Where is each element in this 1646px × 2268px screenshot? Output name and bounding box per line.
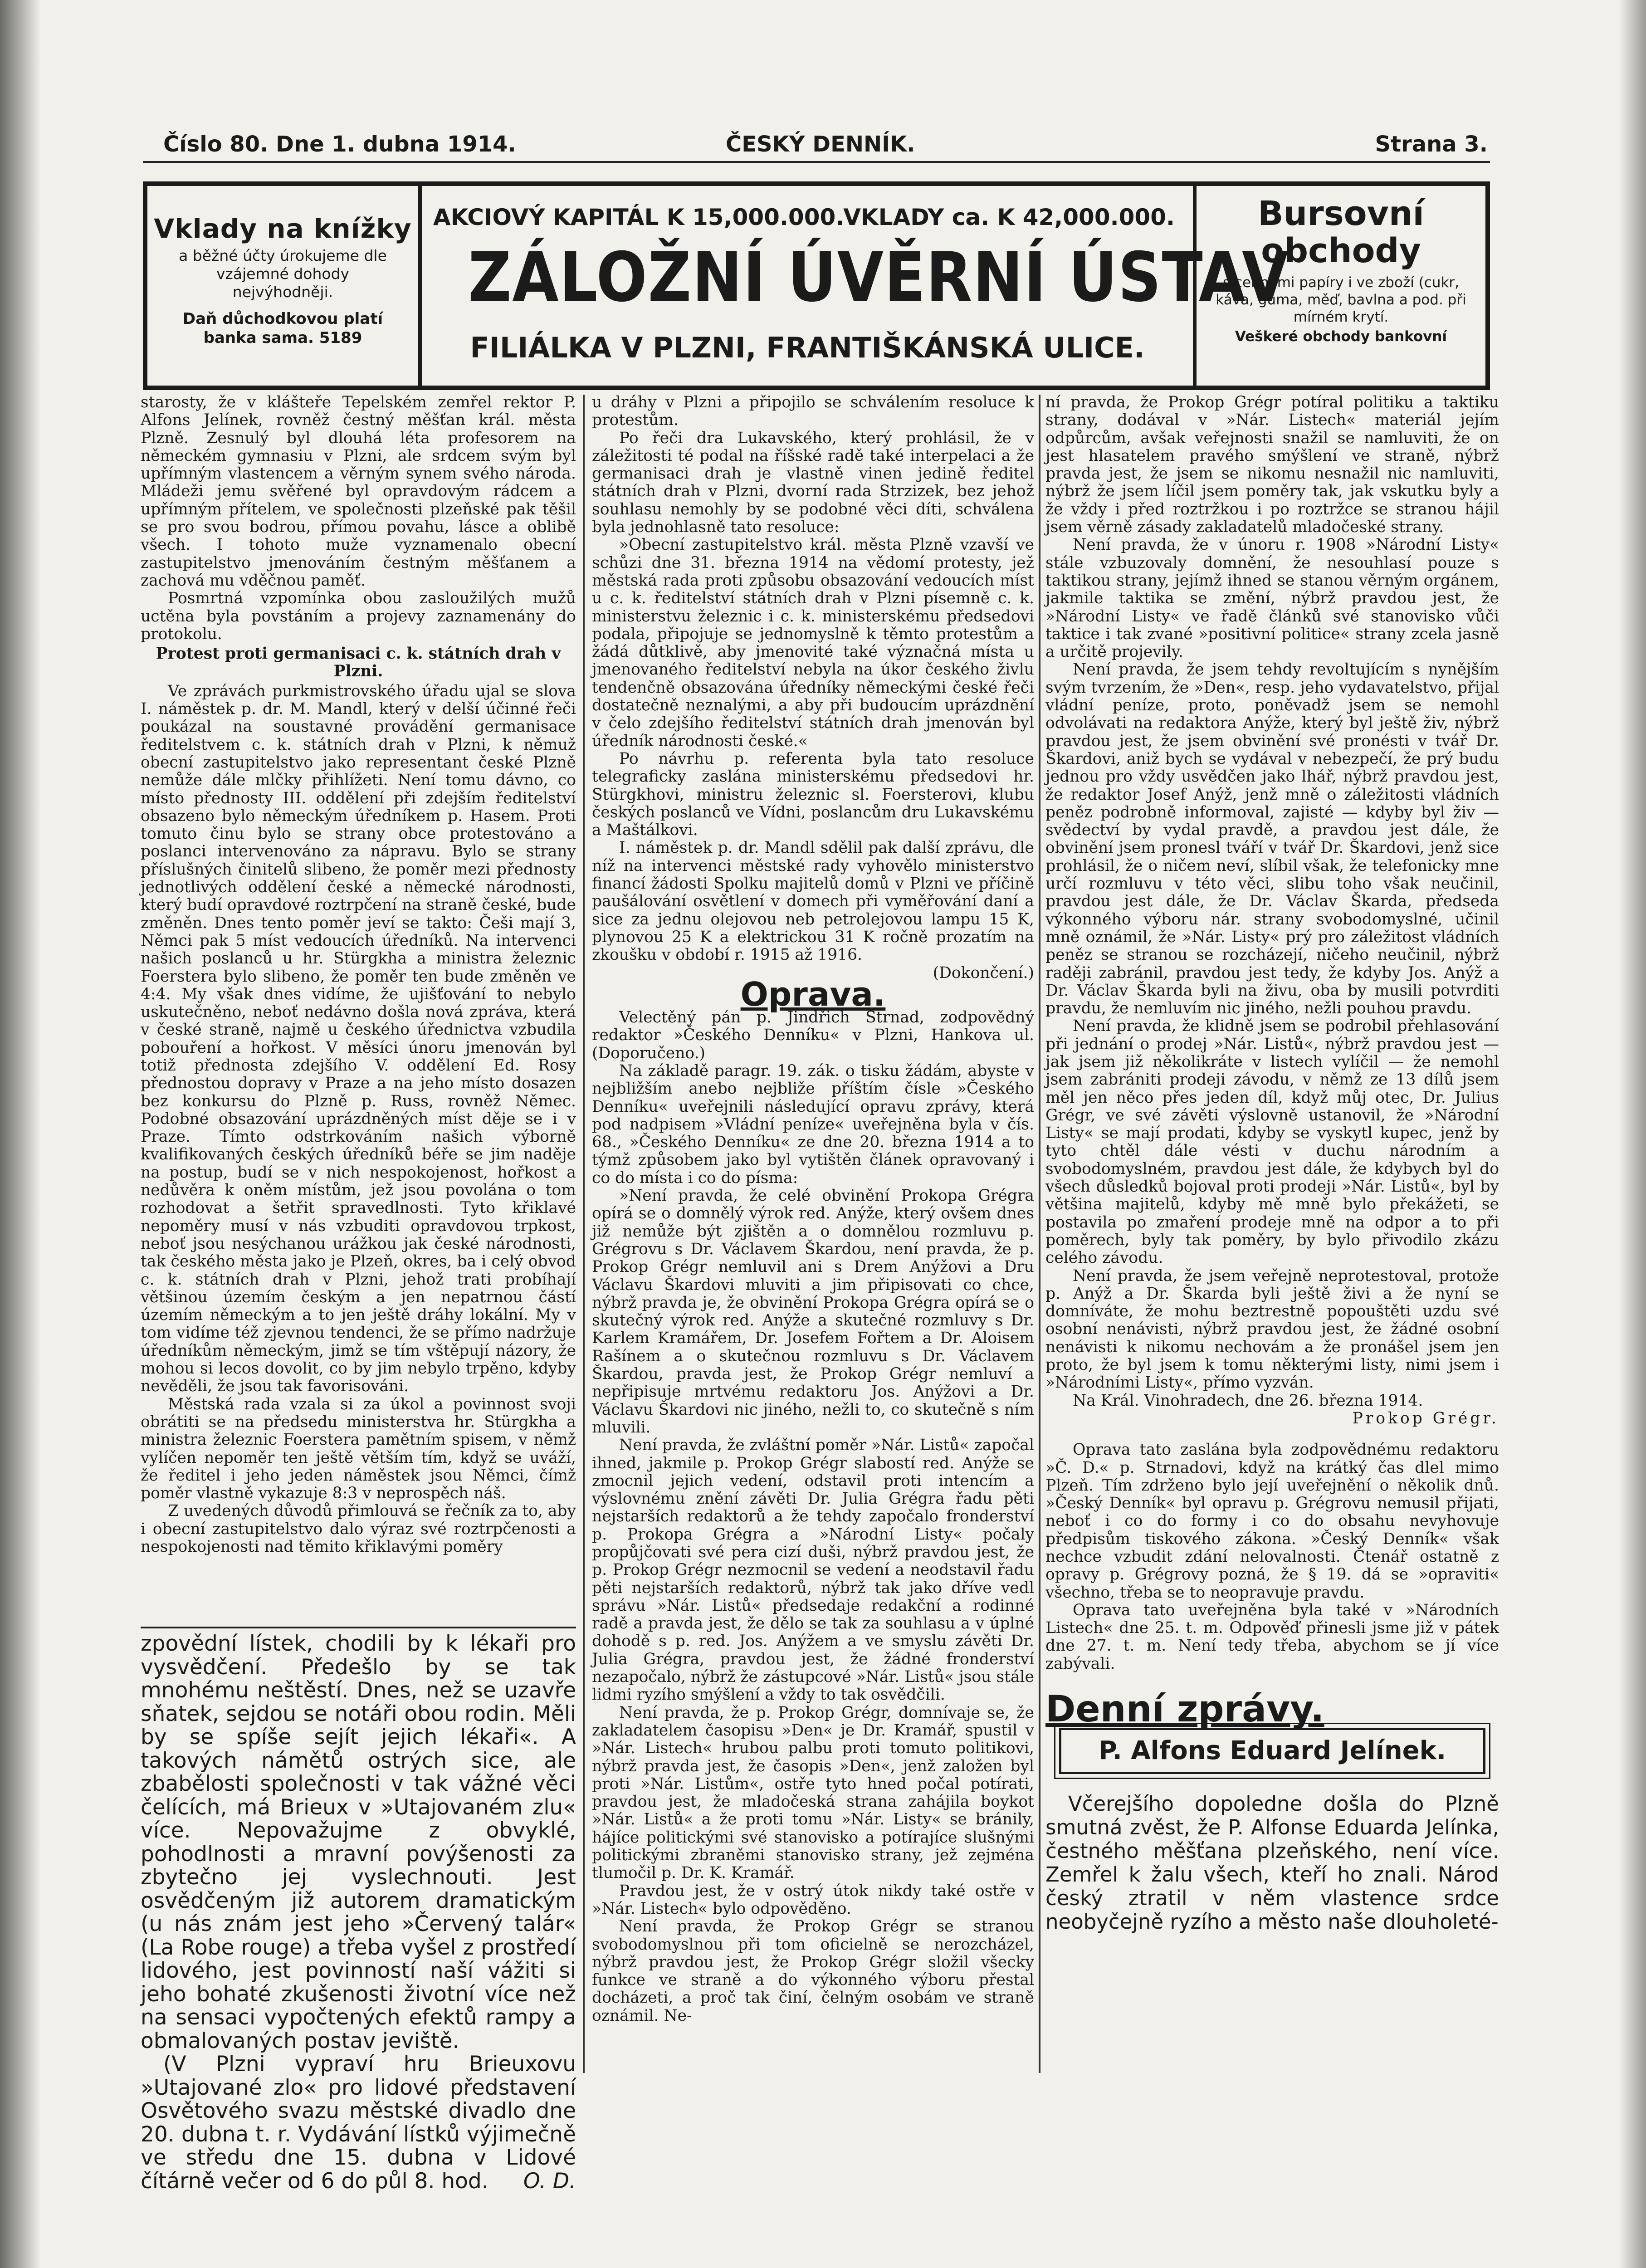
paragraph: Po řeči dra Lukavského, který prohlásil, že v záležitosti té podal na říšské radě také interpelaci a že germanisaci drah je vlastně vinen jedině ředitel státních drah v Plzni, dvorní rada Strzizek, bez jehož souhlasu nemohly by se podobné věci díti, schválena byla jednohlasně tato resoluce: [592, 429, 1034, 537]
feuilleton-rule [141, 1627, 576, 1628]
paragraph: Není pravda, že Prokop Grégr se stranou svobodomyslnou při tom oficielně se nerozcházel, nýbrž pravdou jest, že Prokop Grégr složil všecky funkce ve straně a do výkonného výboru přestal docházeti, a proč tak činí, čelným osobám ve straně oznámil. Ne- [592, 1917, 1034, 2025]
paragraph [141, 2053, 576, 2193]
paragraph: Není pravda, že klidně jsem se podrobil přehlasování při jednání o prodej »Nár. Listů«, nýbrž pravdou jest — jak jsem již několikráte v listech vylíčil — že nemohl jsem zabrániti prodeji závodu, v němž ze 13 dílů jsem měl jen něco přes jeden díl, když můj otec, Dr. Julius Grégr, ve své závěti výslovně ustanovil, že »Národní Listy« se mají prodati, kdyby se vyskytl kupec, jenž by tyto chtěl dále vésti v duchu národním a svobodomyslném, pravdou jest dále, že kdybych byl do všech důsledků bojoval proti prodeji »Nár. Listů«, byl by většina majitelů, kdyby mě mně bylo překážeti, se postavila po zmaření prodeje mně na odpor a to při poměrech, byly tak poměry, by bylo přivodilo zkázu celého závodu. [1045, 1017, 1499, 1267]
paragraph: Není pravda, že jsem tehdy revoltujícím s nynějším svým tvrzením, že »Den«, resp. jeho vydavatelstvo, přijal vládní peníze, proto, poněvadž jsem se nemohl odvolávati na redaktora Anýže, který byl ještě živ, nýbrž pravdou jest, že jsem obvinění své pronésti v tvář Dr. Škardovi, aniž bych se vydával v nebezpečí, že prý budu jednou pro vždy usvědčen jako lhář, nýbrž pravdou jest, že redaktor Josef Anýž, jenž mně o záležitosti vládních peněz podrobně informoval, zajisté — kdyby byl živ — svědectví by vydal pravdě, a pravdou jest dále, že obvinění jsem pronesl tváří v tvář Dr. Škardovi, jenž sice prohlásil, že o ničem neví, slíbil však, že telefonicky mne určí rozmluvu v této věci, slibu toho však neučinil, pravdou jest dále, že Dr. Václav Škarda, předseda výkonného výboru nár. strany svobodomyslné, učinil mně oznámil, že »Nár. Listy« prý pro záležitost vládních peněz se stranou se rozcházejí, ničeho neučinil, nýbrž raději zabránil, pravdou jest tedy, že kdyby Jos. Anýž a Dr. Václav Škarda byli na živu, oba by musili potvrditi pravdu, že nemluvím nic jiného, nežli pouhou pravdu. [1045, 660, 1499, 1018]
paragraph: Oprava tato zaslána byla zodpovědnému redaktoru »Č. D.« p. Strnadovi, když na krátký čas dlel mimo Plzeň. Tím zdrženo bylo její uveřejnění o několik dnů. »Český Denník« byl opravu p. Grégrovu nemusil přijati, neboť i co do formy i co do obsahu nevyhovuje předpisům tiskového zákona. »Český Denník« však nechce vzbudit zdání nelovalnosti. Čtenář ostatně z opravy p. Grégrovy pozná, že § 19. dá se »opraviti« všechno, třeba se to neopravuje pravdu. [1045, 1441, 1499, 1602]
paragraph: Není pravda, že v únoru r. 1908 »Národní Listy« stále vzbuzovaly domnění, že nesouhlasí pouze s taktikou strany, jejímž ihned se stanou věrným orgánem, jakmile taktika se změní, nýbrž pravdou jest, že »Národní Listy« ve řadě článků své stanovisko vůči taktice i tak zvané »positivní politice« strany zcela jasně a určitě projevily. [1045, 536, 1499, 661]
daily-news-heading: Denní zprávy. [1045, 1688, 1324, 1730]
ad-deposits: VKLADY ca. K 42,000.000. [843, 204, 1175, 230]
page-shadow-left [0, 0, 41, 2268]
column-2 [592, 394, 1034, 2025]
ad-left-body: a běžné účty úrokujeme dle vzájemné dohody nejvýhodněji. [179, 247, 387, 301]
column-1 [141, 394, 576, 1556]
paragraph: starosty, že v klášteře Tepelském zemřel rektor P. Alfons Jelínek, rovněž čestný měšťan král. města Plzně. Zesnulý byl dlouhá léta profesorem na německém gymnasiu v Plzni, ale srdcem svým byl upřímným vlastencem a věrným synem svého národa. Mládeži jemu svěřené byl opravdovým rádcem a upřímným přítelem, ve společnosti plzeňské pak těšil se pro svou bodrou, přímou povahu, lásce a oblibě všech. I tohoto muže vyznamenalo obecní zastupitelstvo jmenováním čestným měšťanem a zachová mu vděčnou paměť. [141, 393, 576, 590]
paragraph: Včerejšího dopoledne došla do Plzně smutná zvěst, že P. Alfonse Eduarda Jelínka, čestného měšťana plzeňského, není více. Zemřel k žalu všech, kteří ho znali. Národ český ztratil v něm vlastence srdce neobyčejně ryzího a město naše dlouholeté- [1045, 1791, 1499, 1934]
correction-heading: Oprava. [740, 975, 886, 1013]
bank-advertisement [143, 181, 1490, 390]
paragraph: zpovědní lístek, chodili by k lékaři pro vysvědčení. Předešlo by se tak mnohému neštěstí. Dnes, než se uzavře sňatek, sejdou se notáři obou rodin. Měli by se spíše sejít jejich lékaři«. A takových námětů ostrých sice, ale zbabělosti společnosti v tak vážné věci čelících, má Brieux v »Utajovaném zlu« více. Nepovažujme z obvyklé, pohodlnosti a mravní povýšenosti za zbytečno jej vyslechnouti. Jest osvědčeným již autorem dramatickým (u nás znám jest jeho »Červený talár« (La Robe rouge) a třeba vyšel z prostředí lidového, jest povinností naší vážiti si jeho bohaté zkušenosti životní více než na sensaci vypočtených efektů rampy a obmalovaných postav jeviště. [141, 1631, 576, 2053]
header-rule [143, 161, 1490, 163]
paragraph: Na Král. Vinohradech, dne 26. března 1914. [1073, 1391, 1423, 1410]
issue-date: Číslo 80. Dne 1. dubna 1914. [163, 132, 516, 157]
paragraph: »Obecní zastupitelstvo král. města Plzně vzavší ve schůzi dne 31. března 1914 na vědomí protesty, jež městská rada proti způsobu obsazování vedoucích míst u c. k. ředitelství státních drah v Plzni písemně c. k. ministerstvu železnic i c. k. ministerskému předsedovi podala, připojuje se jednomyslně k těmto protestům a žádá důtklivě, aby jmenovité také význačná místa u jmenovaného ředitelství nebyla na úkor českého živlu tendenčně obsazována úředníky německými české řeči dostatečně neznalými, a aby při budoucím uprázdnění v čelo zdejšího ředitelství státních drah jmenován byl úředník národnosti české.« [592, 536, 1034, 750]
paragraph: ní pravda, že Prokop Grégr potíral politiku a taktiku strany, dodával v »Nár. Listech« materiál jejím odpůrcům, avšak veřejnosti snažil se namluviti, že on jest hlasatelem pravého smýšlení ve straně, nýbrž pravda jest, že jsem se nikomu nesnažil nic namluviti, nýbrž že jsem líčil jsem poměry tak, jak vskutku byly a že vždy i před roztržkou i po roztržce se stranou hájil jsem věrně zásady zakladatelů mladočeské strany. [1045, 393, 1499, 537]
paragraph: Posmrtná vzpomínka obou zasloužilých mužů uctěna byla povstáním a projevy zaznamenány do protokolu. [141, 589, 576, 643]
ad-right-tail: Veškeré obchody bankovní [1235, 328, 1447, 345]
paragraph-text: (V Plzni vypraví hru Brieuxovu »Utajované zlo« pro lidové představení Osvětového svazu městské divadlo dne 20. dubna t. r. Vydávání lístků výjimečně ve středu dne 15. dubna v Lidové čítárně večer od 6 do půl 8. hod. [141, 2052, 576, 2194]
obituary-title-box [1059, 1728, 1485, 1774]
column-rule-2 [1039, 395, 1040, 2073]
obituary-title: P. Alfons Eduard Jelínek. [1098, 1736, 1446, 1766]
paragraph: Není pravda, že jsem veřejně neprotestoval, protože p. Anýž a Dr. Škarda byli ještě živi a že nyní se domníváte, že mohu beztrestně popouštěti uzdu své osobní nenávisti, nýbrž pravdou jest, že žádné osobní nenávisti k nikomu nechovám a že pronášel jsem jen proto, že byl jsem k tomu některými listy, nimi jsem i »Národními Listy«, přímo vyzván. [1045, 1266, 1499, 1392]
ad-left-tax: Daň důchodkovou platí banka sama. 5189 [182, 310, 383, 347]
paragraph: u dráhy v Plzni a připojilo se schválením resoluce k protestům. [592, 393, 1034, 430]
paragraph: Není pravda, že zvláštní poměr »Nár. Listů« započal ihned, jakmile p. Prokop Grégr slabostí red. Anýže se zmocnil jejich vedení, odstavil proti intencím a výslovnému znění závěti Dr. Julia Grégra řadu pěti nejstarších redaktorů a že tehdy započalo fronderství p. Prokopa Grégra a »Národní Listy« počaly propůjčovati své pera cizí duši, nýbrž pravdou jest, že p. Prokop Grégr nezmocnil se vedení a neodstavil řadu pěti nejstarších redaktorů, nýbrž tak jako dříve vedl správu »Nár. Listů« předsedaje redakční a rodinné radě a pravda jest, že dělo se tak za souhlasu a v úplné dohodě s p. red. Jos. Anýžem a ve smyslu závěti Dr. Julia Grégra, pravdou jest, že žádné fronderství nezapočalo, nýbrž že zástupcové »Nár. Listů« jsou stále lidmi ryzího smýšlení a vždy to tak osvědčili. [592, 1436, 1034, 1704]
obituary [1045, 1792, 1499, 1934]
paragraph: Není pravda, že p. Prokop Grégr, domnívaje se, že zakladatelem časopisu »Den« je Dr. Kramář, spustil v »Nár. Listech« hrubou palbu proti tomuto politikovi, nýbrž pravda jest, že časopis »Den«, jenž založen byl proti »Nár. Listům«, ostře tyto hned počal potírati, pravdou jest, že mladočeská strana zahájila boykot »Nár. Listů« a že proti tomu »Nár. Listy« se bránily, hájíce politickými své stanovisko a potírajíce slušnými politickými zbraněmi stanovisko strany, jež zejména tlumočil p. Dr. K. Kramář. [592, 1703, 1034, 1882]
paragraph: Ve zprávách purkmistrovského úřadu ujal se slova I. náměstek p. dr. M. Mandl, který v delší účinné řeči poukázal na soustavné provádění germanisace ředitelstvem c. k. státních drah v Plzni, k němuž obecní zastupitelstvo jako representant české Plzně nemůže dále mlčky přihlížeti. Není tomu dávno, co místo přednosty III. oddělení při zdejším ředitelství obsazeno bylo německým úředníkem p. Hasem. Proti tomuto činu bylo se strany obce protestováno a poslanci intervenováno za nápravu. Bylo se strany příslušných činitelů slibeno, že poměr mezi přednosty jednotlivých oddělení české a německé národnosti, který budí opravdové roztrpčení na straně české, bude změněn. Dnes tento poměr jeví se takto: Češi mají 3, Němci pak 5 míst vedoucích úředníků. Na intervenci našich poslanců u hr. Stürgkha a ministra železnic Foerstera bylo slibeno, že poměr ten bude změněn ve 4:4. My však dnes vidíme, že ujišťování to nebylo uskutečněno, neboť nedávno došla nová zpráva, která v české straně, najmě u českého úřednictva vzbudila pobouření a hořkost. V měsíci únoru jmenován byl totiž přednosta zdejšího V. oddělení Ed. Rosy přednostou dopravy v Praze a na jeho místo dosazen bez konkursu do Plzně p. Russ, rovněž Němec. Podobné obsazování uprázdněných míst děje se i v Praze. Tímto odstrkováním našich výborně kvalifikovaných českých úředníků béře se jim naděje na postup, budí se v nich nespokojenost, hořkost a nedůvěra k oněm místům, jež jsou povolána o tom rozhodovat a šetřit spravedlnosti. Tyto křiklavé nepoměry musí v nás vzbuditi opravdovou trpkost, neboť jsou nesýchanou urážkou jak české národnosti, tak českého města jako je Plzeň, okres, ba i celý obvod c. k. státních drah v Plzni, jehož trati probíhají většinou územím českým a jen nepatrnou částí územím německým a to jen ještě dráhy lokální. My v tom vidíme též zjevnou tendenci, že se přímo nadržuje úředníkům německým, jimž se tím vštěpují názory, že mohou si lecos dovolit, co by jim nebylo trpěno, kdyby nevěděli, že jsou tak favorisováni. [141, 682, 576, 1396]
page-shadow-right [1619, 0, 1646, 2268]
paragraph: Po návrhu p. referenta byla tato resoluce telegraficky zaslána ministerskému předsedovi hr. Stürgkhovi, ministru železnic sl. Foersterovi, klubu českých poslanců ve Vídni, poslancům dru Lukavskému a Maštálkovi. [592, 749, 1034, 840]
ad-bank-name: ZÁLOŽNÍ ÚVĚRNÍ ÚSTAV [468, 238, 1289, 317]
paragraph: Pravdou jest, že v ostrý útok nikdy také ostře v »Nár. Listech« bylo odpověděno. [592, 1882, 1034, 1918]
paragraph: I. náměstek p. dr. Mandl sdělil pak další zprávu, dle níž na intervenci městské rady vyhovělo ministerstvo financí žádosti Spolku majitelů domů v Plzni ve příčině paušálování osvětlení v domech při vyměřování daní a sice za jednu olejovou neb petrolejovou lampu 15 K, plynovou 25 K a elektrickou 31 K ročně prozatím na zkoušku v období r. 1915 až 1916. [592, 839, 1034, 964]
continuation-note: (Dokončení.) [933, 963, 1034, 982]
paragraph: Z uvedených důvodů přimlouvá se řečník za to, aby i obecní zastupitelstvo dalo výraz své roztrpčenosti a nespokojenosti nad těmito křiklavými poměry [141, 1502, 576, 1556]
paragraph: »Není pravda, že celé obvinění Prokopa Grégra opírá se o domnělý výrok red. Anýže, který ovšem dnes již nemůže být zjištěn a o domnělou rozmluvu p. Grégrovu s Dr. Václavem Škardou, není pravda, že p. Prokop Grégr nemluvil ani s Drem Anýžovi a Dru Václavu Škardovi mluviti a jim připisovati co chce, nýbrž pravda je, že obvinění Prokopa Grégra opírá se o skutečný výrok red. Anýže a skutečné rozmluvy s Dr. Karlem Kramářem, Dr. Josefem Fořtem a Dr. Aloisem Rašínem a o skutečnou rozmluvu s Dr. Václavem Škardou, pravda jest, že Prokop Grégr nemluví a nepřipisuje mrtvému redaktoru Jos. Anýžovi a Dr. Václavu Škardovi nic jiného, nežli to, co skutečně s ním mluvili. [592, 1187, 1034, 1437]
running-header [163, 132, 1488, 159]
ad-main-box [422, 186, 1289, 386]
ad-right-body: s cennými papíry i ve zboží (cukr, káva, guma, měď, bavlna a pod. při mírném krytí. [1216, 274, 1466, 325]
column-3 [1045, 394, 1499, 1934]
page-number: Strana 3. [1375, 132, 1488, 157]
column-rule-1 [583, 395, 585, 2073]
newspaper-name: ČESKÝ DENNÍK. [726, 132, 915, 157]
signature: O. D. [523, 2168, 576, 2194]
paragraph: Městská rada vzala si za úkol a povinnost svoji obrátiti se na předsedu ministerstva hr. Stürgkha a ministra železnic Foerstera pamětním spisem, v němž vylíčen nepoměr ten ještě větším tím, když se uváží, že ředitel i jeho jeden náměstek jsou Němci, čímž poměr vlastně vykazuje 8:3 v neprospěch náš. [141, 1395, 576, 1503]
feuilleton [141, 1632, 576, 2193]
paragraph: Oprava tato uveřejněna byla také v »Národních Listech« dne 25. t. m. Odpověď přinesli jsme již v pátek dne 27. t. m. Není tedy třeba, abychom se jí více zabývali. [1045, 1601, 1499, 1673]
ad-deposits-box [147, 186, 422, 386]
ad-branch: FILIÁLKA V PLZNI, FRANTIŠKÁNSKÁ ULICE. [470, 331, 1145, 364]
ad-capital: AKCIOVÝ KAPITÁL K 15,000.000. [433, 204, 845, 230]
paragraph: Velectěný pán p. Jindřich Strnad, zodpovědný redaktor »Českého Denníku« v Plzni, Hankova ul. (Doporučeno.) [592, 1008, 1034, 1062]
ad-right-title: Bursovní obchody [1258, 194, 1424, 270]
paragraph: Na základě paragr. 19. zák. o tisku žádám, abyste v nejbližším anebo nejbliže příštím čísle »Českého Denníku« uveřejnili následující opravu zprávy, která pod nadpisem »Vládní peníze« uveřejněna byla v čís. 68., »Českého Denníku« ze dne 20. března 1914 a to týmž způsobem jako byl vytištěn článek opravovaný i co do místa i co do písma: [592, 1061, 1034, 1187]
section-heading: Protest proti germanisaci c. k. státních drah v Plzni. [156, 645, 561, 681]
ad-left-title: Vklady na knížky [154, 213, 412, 244]
ad-exchange-box [1193, 186, 1485, 386]
signature: Prokop Grégr. [1352, 1409, 1499, 1427]
